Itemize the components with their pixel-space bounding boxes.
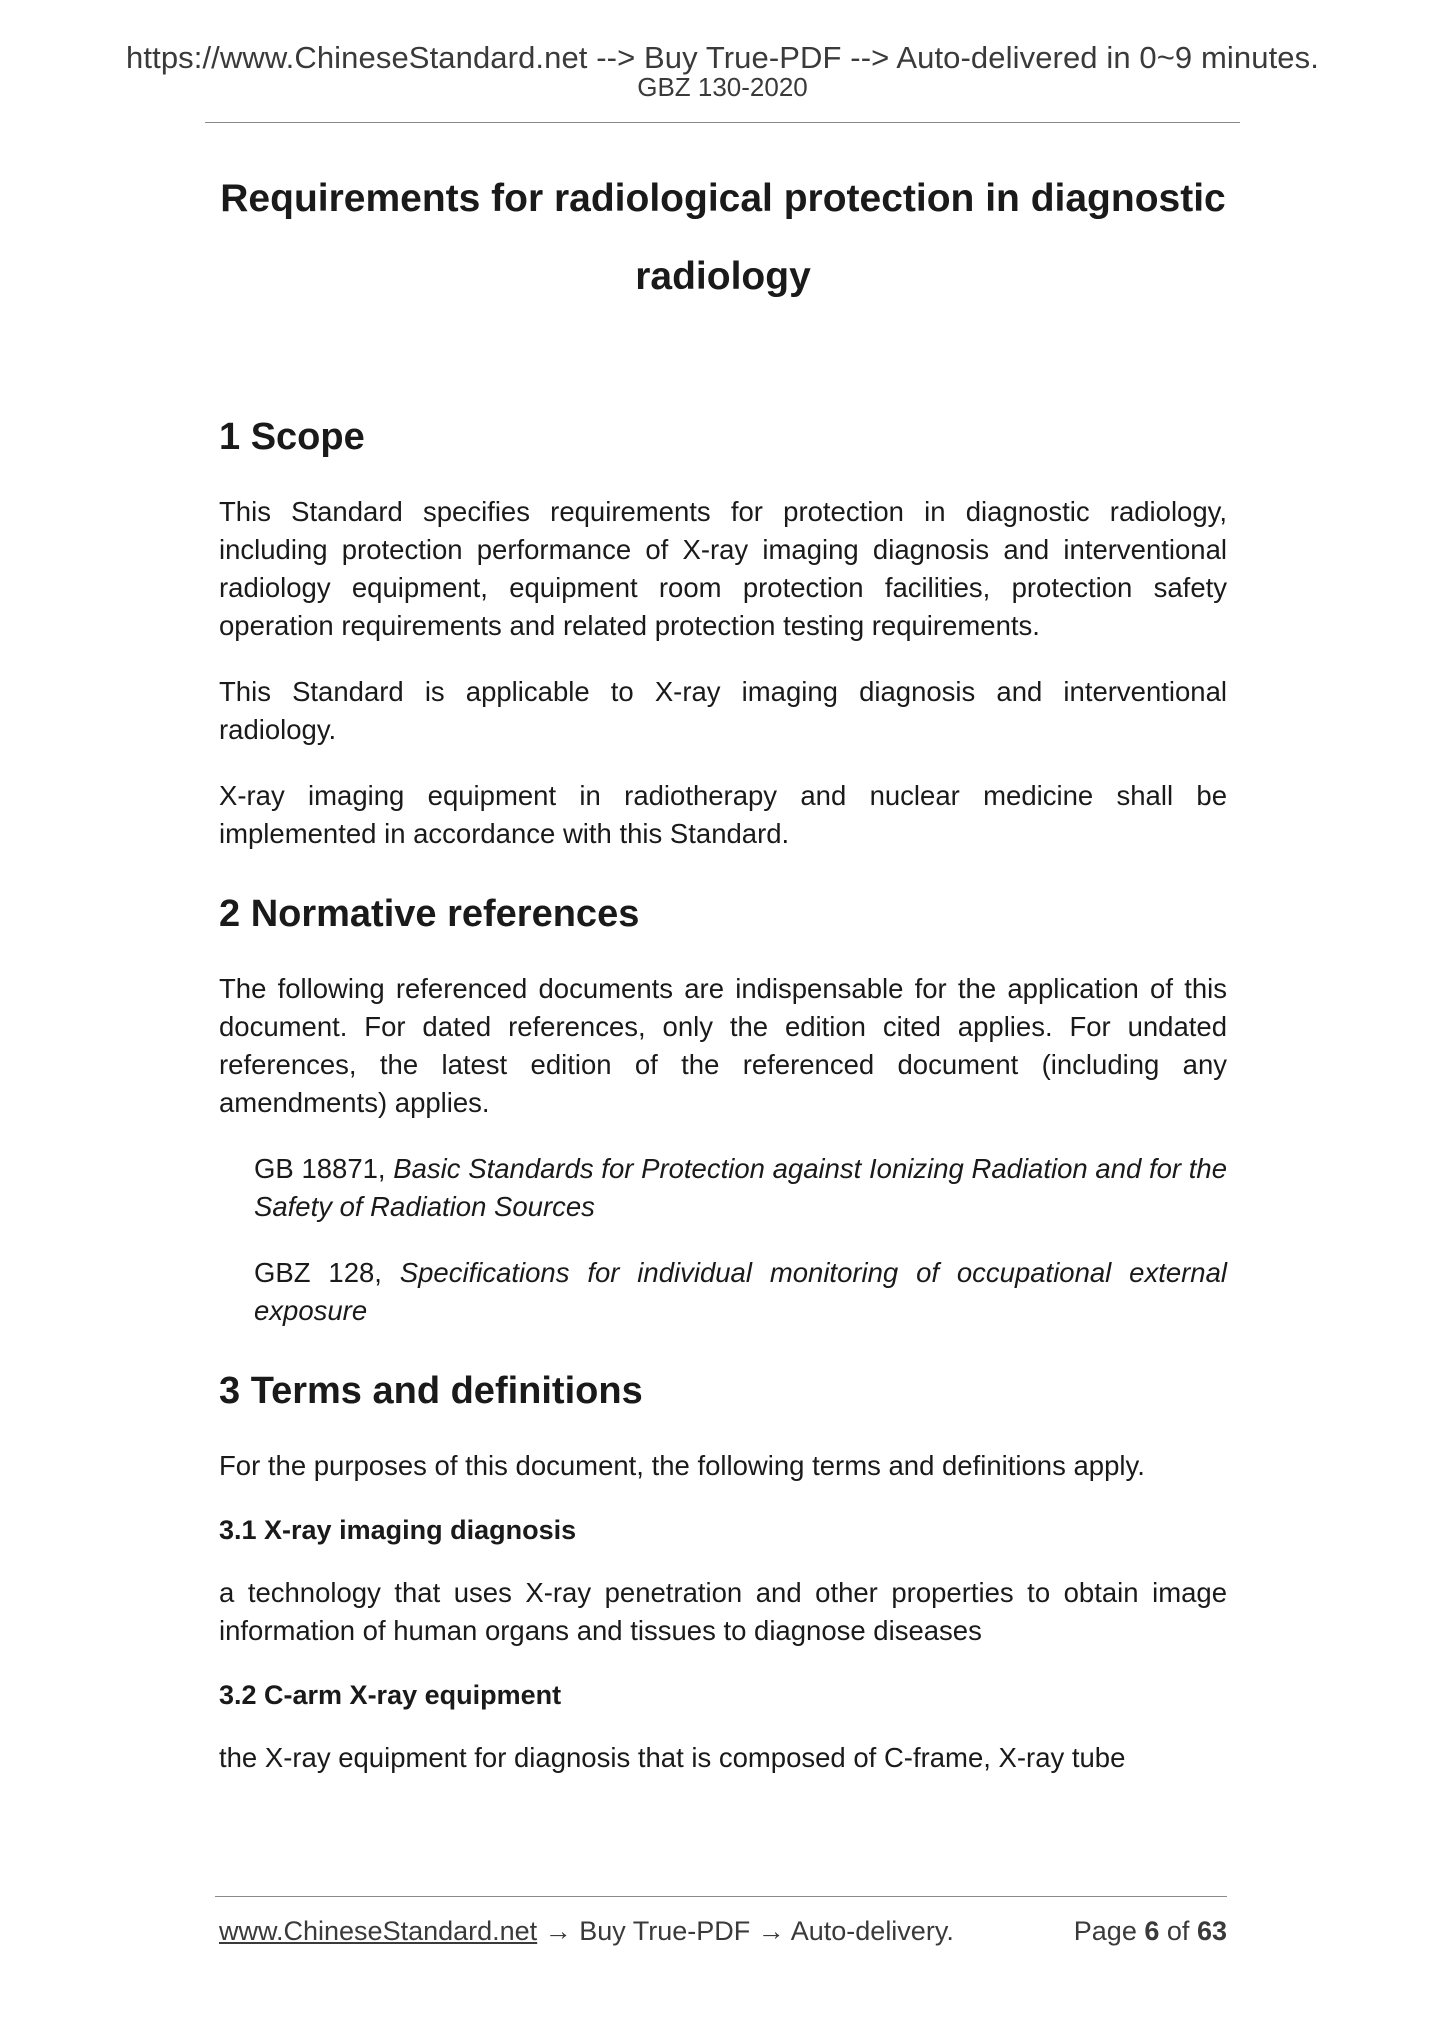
document-title (219, 160, 1227, 316)
scope-paragraph-3: X-ray imaging equipment in radiotherapy and nuclear medicine shall be implemented in accordance with this Standard. (219, 780, 1227, 849)
footer-divider (215, 1896, 1227, 1897)
document-title-line-2: radiology (635, 255, 811, 298)
term-heading-x-ray-imaging-diagnosis: 3.1 X-ray imaging diagnosis (219, 1515, 577, 1545)
header-banner: https://www.ChineseStandard.net --> Buy True-PDF --> Auto-delivered in 0~9 minutes. (126, 40, 1319, 75)
reference-code: GB 18871, (254, 1153, 386, 1184)
header-divider (205, 122, 1240, 123)
term-definition-c-arm-x-ray-equipment: the X-ray equipment for diagnosis that is composed of C-frame, X-ray tube (219, 1742, 1126, 1773)
page-of-label: of (1166, 1916, 1190, 1946)
reference-code: GBZ 128, (254, 1257, 382, 1288)
reference-gbz-128 (254, 1254, 1227, 1330)
term-definition-x-ray-imaging-diagnosis: a technology that uses X-ray penetration and other properties to obtain image information of human organs and tissues to diagnose diseases (219, 1577, 1227, 1646)
footer-tail-text: → Buy True-PDF → Auto-delivery. (537, 1916, 954, 1946)
reference-title: Specifications for individual monitoring of occupational external exposure (254, 1257, 1227, 1326)
footer-site-link[interactable]: www.ChineseStandard.net (219, 1916, 538, 1946)
page-total: 63 (1196, 1916, 1227, 1946)
section-heading-terms-and-definitions: 3 Terms and definitions (219, 1370, 643, 1412)
scope-paragraph-1: This Standard specifies requirements for protection in diagnostic radiology, including protection performance of X-ray imaging diagnosis and interventional radiology equipment, equipment room protection facilities, protection safety operation requirements and related protection testing requirements. (219, 496, 1227, 641)
references-intro-paragraph: The following referenced documents are indispensable for the application of this document. For dated references, only the edition cited applies. For undated references, the latest edition of the referenced document (including any amendments) applies. (219, 973, 1227, 1118)
term-heading-c-arm-x-ray-equipment: 3.2 C-arm X-ray equipment (219, 1680, 562, 1710)
page-current: 6 (1144, 1916, 1160, 1946)
section-heading-scope: 1 Scope (219, 416, 365, 458)
page-footer (219, 1916, 1227, 1947)
reference-gb-18871 (254, 1150, 1227, 1226)
standard-code: GBZ 130-2020 (637, 72, 808, 102)
document-title-line-1: Requirements for radiological protection in diagnostic (220, 177, 1226, 220)
reference-title: Basic Standards for Protection against Ionizing Radiation and for the Safety of Radiation Sources (254, 1153, 1228, 1222)
scope-paragraph-2: This Standard is applicable to X-ray imaging diagnosis and interventional radiology. (219, 676, 1227, 745)
page-indicator (1074, 1916, 1227, 1947)
section-heading-normative-references: 2 Normative references (219, 893, 640, 935)
document-body (219, 160, 1227, 1777)
page-label: Page (1073, 1916, 1137, 1946)
terms-intro-paragraph: For the purposes of this document, the following terms and definitions apply. (219, 1450, 1145, 1481)
